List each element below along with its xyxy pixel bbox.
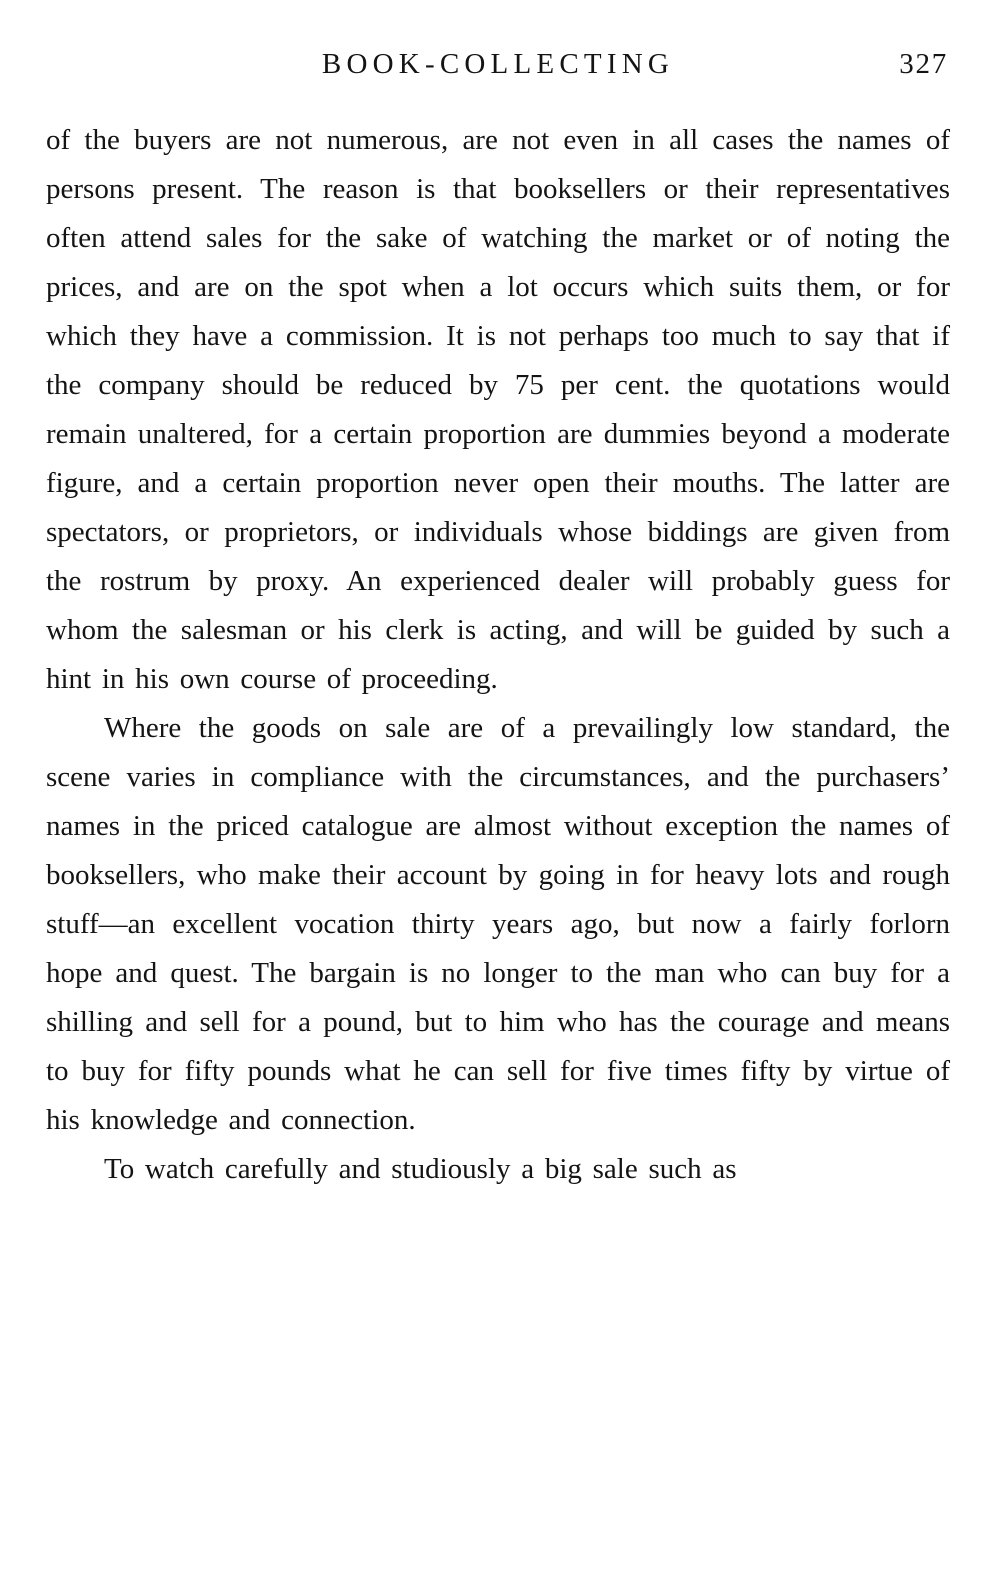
paragraph: Where the goods on sale are of a prevailingly low standard, the scene varies in compliance with the circumstances, and the purchasers’ names in the priced catalogue are almost without exception the names of booksellers, who make their account by going in for heavy lots and rough stuff—an excellent vocation thirty years ago, but now a fairly forlorn hope and quest. The bargain is no longer to the man who can buy for a shilling and sell for a pound, but to him who has the courage and means to buy for fifty pounds what he can sell for five times fifty by virtue of his knowledge and connection. [46,712,950,1136]
page-title: BOOK-COLLECTING [321,48,675,80]
paragraph: of the buyers are not numerous, are not even in all cases the names of persons present. The reason is that booksellers or their representatives often attend sales for the sake of watching the market or of noting the prices, and are on the spot when a lot occurs which suits them, or for which they have a commission. It is not perhaps too much to say that if the company should be reduced by 75 per cent. the quotations would remain unaltered, for a certain proportion are dummies beyond a moderate figure, and a certain proportion never open their mouths. The latter are spectators, or proprietors, or individuals whose biddings are given from the rostrum by proxy. An experienced dealer will probably guess for whom the salesman or his clerk is acting, and will be guided by such a hint in his own course of proceeding. [46,124,950,695]
page-header [46,48,950,92]
page-body [46,116,950,1194]
paragraph: To watch carefully and studiously a big sale such as [104,1153,737,1185]
page-number: 327 [899,48,948,80]
